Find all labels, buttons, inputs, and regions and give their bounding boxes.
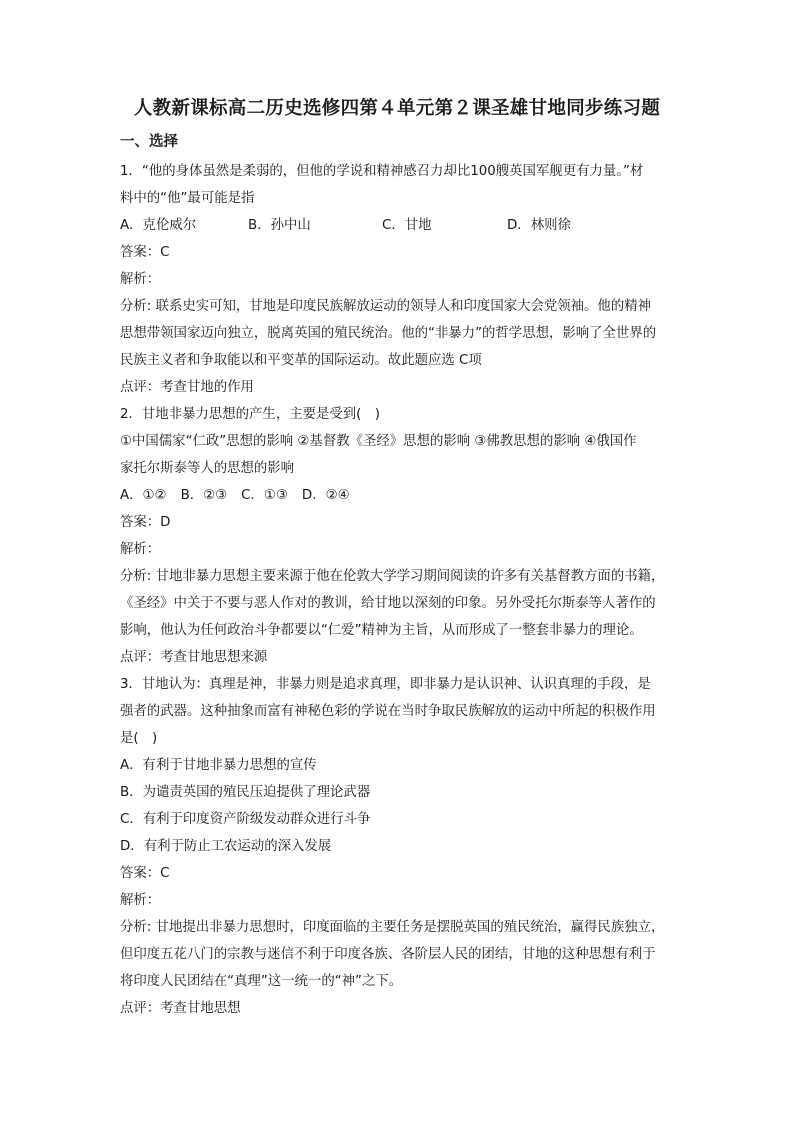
- question-2-analysis-line-2: 《圣经》中关于不要与恶人作对的教训，给甘地以深刻的印象。另外受托尔斯泰等人著作的: [120, 596, 656, 611]
- question-2-stem-line-3: 家托尔斯泰等人的思想的影响: [120, 461, 295, 476]
- question-2-comment: 点评：考查甘地思想来源: [120, 650, 268, 665]
- question-1-analysis-line-3: 民族主义者和争取能以和平变革的国际运动。故此题应选 C项: [120, 353, 482, 368]
- question-1-comment: 点评：考查甘地的作用: [120, 380, 254, 395]
- question-1-analysis-line-2: 思想带领国家迈向独立，脱离英国的殖民统治。他的“非暴力”的哲学思想，影响了全世界的: [120, 326, 657, 341]
- question-3-comment: 点评：考查甘地思想: [120, 1001, 241, 1016]
- question-1-analysis-line-1: 分析: 联系史实可知，甘地是印度民族解放运动的领导人和印度国家大会党领袖。他的精神: [120, 299, 651, 314]
- question-2-stem-line-2: ①中国儒家“仁政”思想的影响 ②基督教《圣经》思想的影响 ③佛教思想的影响 ④俄国作: [120, 434, 637, 449]
- question-3-analysis-label: 解析：: [120, 893, 161, 908]
- question-3-answer: 答案：C: [120, 866, 170, 881]
- question-1-analysis-label: 解析：: [120, 272, 161, 287]
- document-title: 人教新课标高二历史选修四第４单元第２课圣雄甘地同步练习题: [133, 98, 661, 119]
- question-2-analysis-line-1: 分析: 甘地非暴力思想主要来源于他在伦敦大学学习期间阅读的许多有关基督教方面的书籍，: [120, 569, 665, 584]
- option-a: A．①②: [120, 488, 167, 503]
- question-2: [120, 401, 674, 671]
- question-1-stem-line-1: 1．“他的身体虽然是柔弱的，但他的学说和精神感召力却比100艘英国军舰更有力量。”材: [120, 164, 644, 179]
- question-1-answer: 答案：C: [120, 245, 170, 260]
- question-3-analysis-line-1: 分析: 甘地提出非暴力思想时，印度面临的主要任务是摆脱英国的殖民统治，赢得民族独立，: [120, 920, 665, 935]
- option-c: C．甘地: [382, 218, 432, 233]
- option-d: D．有利于防止工农运动的深入发展: [120, 839, 332, 854]
- option-b: B．②③: [180, 488, 228, 503]
- question-3-analysis-line-2: 但印度五花八门的宗教与迷信不利于印度各族、各阶层人民的团结，甘地的这种思想有利于: [120, 947, 656, 962]
- question-2-options: [120, 482, 674, 509]
- option-a: A．克伦威尔: [120, 218, 197, 233]
- option-d: D．林则徐: [507, 218, 571, 233]
- option-d: D．②④: [301, 488, 350, 503]
- question-1-stem-line-2: 料中的“他”最可能是指: [120, 191, 255, 206]
- question-3-stem-line-1: 3．甘地认为：真理是神，非暴力则是追求真理，即非暴力是认识神、认识真理的手段，是: [120, 677, 651, 692]
- question-3-stem-line-3: 是( ): [120, 731, 158, 746]
- question-1-options: [120, 212, 674, 239]
- question-3-analysis-line-3: 将印度人民团结在“真理”这一统一的“神”之下。: [120, 974, 403, 989]
- question-1: [120, 158, 674, 401]
- question-2-answer: 答案：D: [120, 515, 171, 530]
- section-heading: 一、选择: [120, 133, 178, 150]
- question-3-stem-line-2: 强者的武器。这种抽象而富有神秘色彩的学说在当时争取民族解放的运动中所起的积极作用: [120, 704, 656, 719]
- option-c: C．①③: [241, 488, 288, 503]
- option-b: B．孙中山: [248, 218, 311, 233]
- option-b: B．为谴责英国的殖民压迫提供了理论武器: [120, 785, 371, 800]
- option-c: C．有利于印度资产阶级发动群众进行斗争: [120, 812, 371, 827]
- question-2-stem-line-1: 2．甘地非暴力思想的产生，主要是受到( ): [120, 407, 380, 422]
- question-3: [120, 671, 674, 1022]
- option-a: A．有利于甘地非暴力思想的宣传: [120, 758, 317, 773]
- question-2-analysis-line-3: 影响，他认为任何政治斗争都要以“仁爱”精神为主旨，从而形成了一整套非暴力的理论。: [120, 623, 643, 638]
- question-2-analysis-label: 解析：: [120, 542, 161, 557]
